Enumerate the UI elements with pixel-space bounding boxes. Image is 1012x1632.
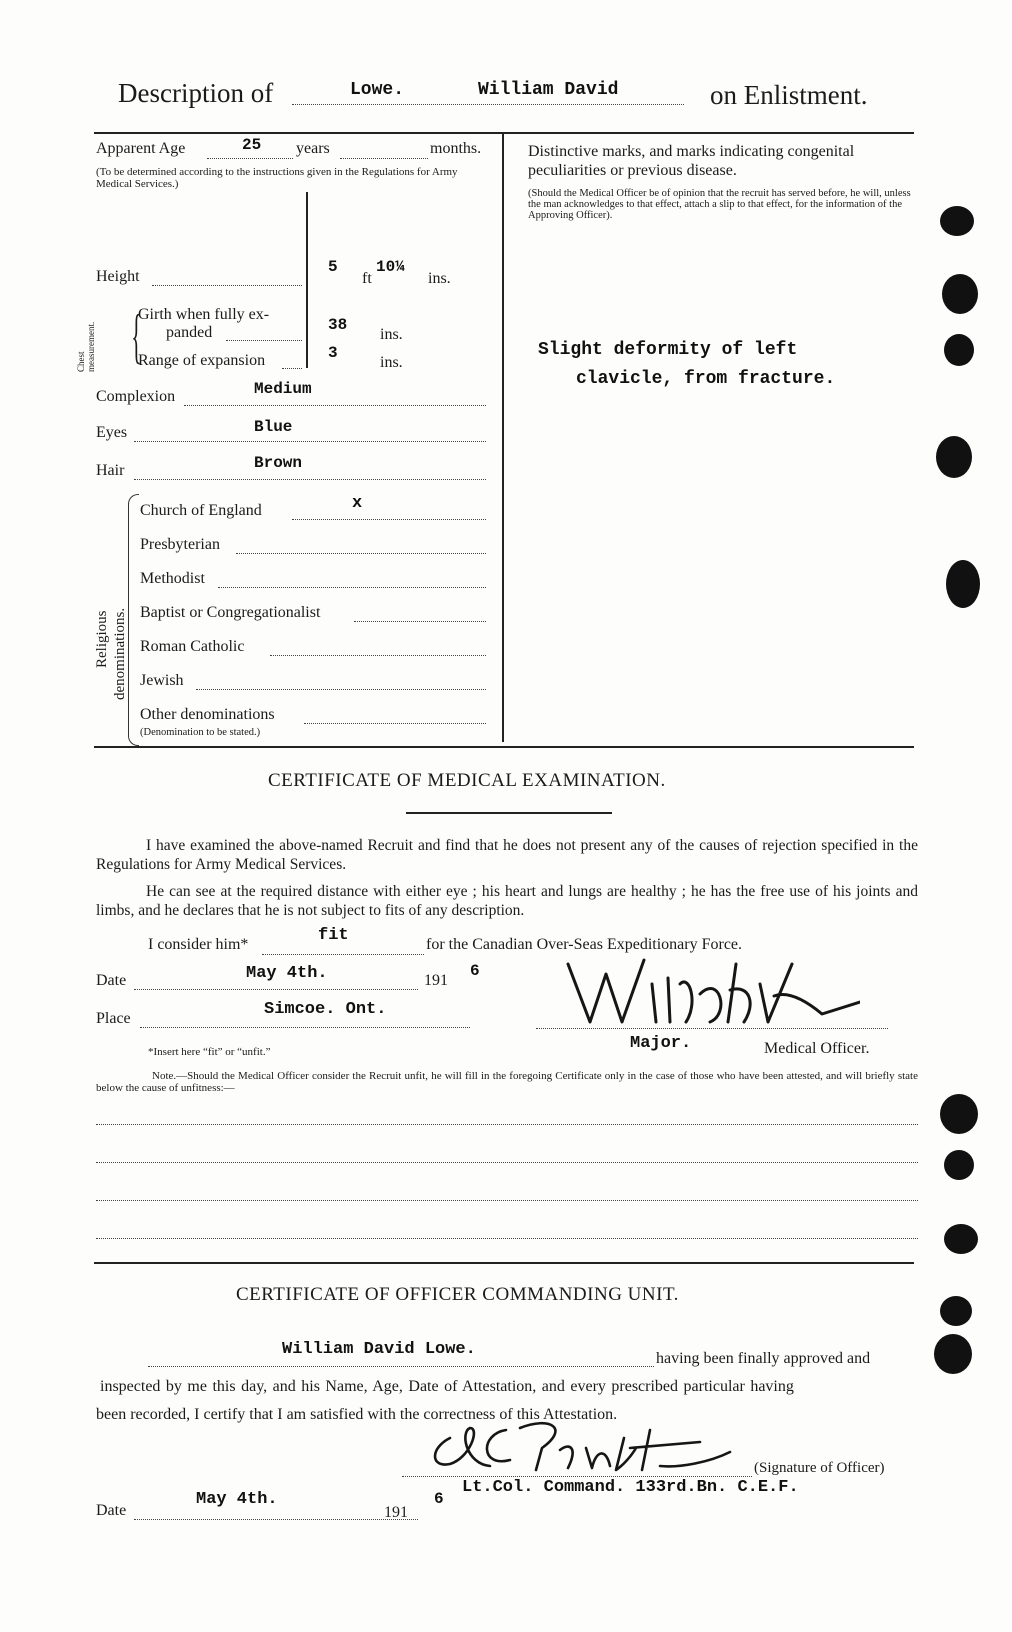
- height-in-value: 10¼: [376, 258, 405, 276]
- height-ft-value: 5: [328, 258, 338, 276]
- years-label: years: [296, 140, 330, 157]
- header-surname: Lowe.: [350, 80, 405, 100]
- medical-date-line: [134, 989, 418, 990]
- age-years-line: [207, 158, 293, 159]
- religion-item-label: Methodist: [140, 570, 205, 587]
- ft-label: ft: [362, 270, 372, 287]
- religion-line-4: [270, 655, 486, 656]
- religion-item-label: Presbyterian: [140, 536, 220, 553]
- commanding-name-line: [148, 1366, 654, 1367]
- medical-officer-signature: [560, 944, 860, 1034]
- binding-hole: [940, 1296, 972, 1326]
- complexion-value: Medium: [254, 380, 312, 398]
- range-ins-label: ins.: [380, 354, 403, 371]
- age-months-line: [340, 158, 428, 159]
- medical-rank-value: Major.: [630, 1034, 692, 1053]
- binding-hole: [942, 274, 978, 314]
- consider-label: I consider him*: [148, 936, 249, 953]
- months-label: months.: [430, 140, 482, 157]
- religion-item-label: Roman Catholic: [140, 638, 245, 655]
- apparent-age-label: Apparent Age: [96, 140, 186, 157]
- medical-date-label: Date: [96, 972, 127, 989]
- commanding-date-label: Date: [96, 1502, 127, 1519]
- force-label: for the Canadian Over-Seas Expeditionary Force.: [426, 936, 743, 953]
- medical-note: Note.—Should the Medical Officer consider the Recruit unfit, he will fill in the foregoing Certificate only in the case of those who have been attested, and will briefly state below the cause of unfitness:—: [96, 1070, 918, 1094]
- range-value: 3: [328, 344, 338, 362]
- binding-hole: [940, 206, 974, 236]
- marks-note: (Should the Medical Officer be of opinion that the recruit has served before, he will, unless the man acknowledges to that effect, attach a slip to that effect, for the information of the Approving Officer).: [528, 188, 911, 221]
- religion-line-0: [292, 519, 486, 520]
- commanding-officer-title: Lt.Col. Command. 133rd.Bn. C.E.F.: [462, 1478, 799, 1497]
- commanding-approved-text: having been finally approved and: [656, 1350, 871, 1367]
- marks-line-1: Slight deformity of left: [538, 340, 798, 360]
- girth-line: [226, 340, 302, 341]
- height-label: Height: [96, 268, 140, 285]
- hair-value: Brown: [254, 454, 303, 472]
- medical-year-prefix: 191: [424, 972, 448, 989]
- girth-ins-label: ins.: [380, 326, 403, 343]
- religion-line-2: [218, 587, 486, 588]
- religion-bracket: [128, 494, 139, 746]
- religion-item-label: Other denominations: [140, 706, 275, 723]
- header-description-of: Description of: [118, 78, 274, 108]
- religion-side-label-2: denominations.: [112, 607, 128, 700]
- eyes-value: Blue: [254, 418, 293, 436]
- binding-hole: [944, 1150, 974, 1180]
- height-line: [152, 285, 302, 286]
- consider-value: fit: [318, 926, 349, 945]
- medical-officer-label: Medical Officer.: [764, 1040, 870, 1057]
- binding-hole: [944, 334, 974, 366]
- medical-year-digit: 6: [470, 962, 480, 980]
- header-name-line: [292, 104, 684, 105]
- eyes-label: Eyes: [96, 424, 128, 441]
- apparent-age-value: 25: [242, 136, 262, 154]
- complexion-line: [184, 405, 486, 406]
- religion-item-mark: x: [352, 494, 363, 513]
- unfit-line-2: [96, 1162, 918, 1163]
- commanding-name-value: William David Lowe.: [282, 1340, 476, 1359]
- range-line: [282, 368, 302, 369]
- medical-title-rule: [406, 812, 612, 814]
- commanding-signature-line: [402, 1476, 752, 1477]
- religion-line-5: [196, 689, 486, 690]
- insert-note: *Insert here “fit” or “unfit.”: [148, 1046, 271, 1058]
- header-rule: [94, 132, 914, 134]
- eyes-line: [134, 441, 486, 442]
- religion-side-label-1: Religious: [94, 610, 110, 668]
- religion-line-3: [354, 621, 486, 622]
- hair-label: Hair: [96, 462, 125, 479]
- religion-item-label: Church of England: [140, 502, 262, 519]
- ins-label: ins.: [428, 270, 451, 287]
- place-value: Simcoe. Ont.: [264, 1000, 387, 1019]
- place-label: Place: [96, 1010, 131, 1027]
- religion-item-label: Jewish: [140, 672, 184, 689]
- column-divider: [502, 134, 504, 742]
- header-on-enlistment: on Enlistment.: [710, 80, 868, 110]
- medical-para-1: I have examined the above-named Recruit and find that he does not present any of the causes of rejection specified in the Regulations for Army Medical Services.: [96, 837, 918, 873]
- height-divider: [306, 192, 308, 368]
- place-line: [140, 1027, 470, 1028]
- girth-label-2: panded: [166, 324, 213, 341]
- commanding-title: CERTIFICATE OF OFFICER COMMANDING UNIT.: [236, 1284, 679, 1305]
- girth-label-1: Girth when fully ex-: [138, 306, 270, 323]
- section-rule-1: [94, 746, 914, 748]
- commanding-year-prefix: 191: [384, 1504, 408, 1521]
- religion-line-6: [304, 723, 486, 724]
- commanding-para-line-2: been recorded, I certify that I am satisfied with the correctness of this Attestation.: [96, 1406, 618, 1423]
- girth-value: 38: [328, 316, 348, 334]
- commanding-year-digit: 6: [434, 1490, 444, 1508]
- consider-line: [262, 954, 424, 955]
- commanding-date-line: [134, 1519, 418, 1520]
- binding-hole: [946, 560, 980, 608]
- section-rule-2: [94, 1262, 914, 1264]
- chest-bracket: {: [131, 303, 142, 369]
- unfit-line-4: [96, 1238, 918, 1239]
- marks-line-2: clavicle, from fracture.: [576, 369, 836, 389]
- commanding-date-value: May 4th.: [196, 1490, 278, 1509]
- complexion-label: Complexion: [96, 388, 176, 405]
- binding-hole: [940, 1094, 978, 1134]
- header-given-names: William David: [478, 80, 619, 100]
- medical-title: CERTIFICATE OF MEDICAL EXAMINATION.: [268, 770, 666, 791]
- medical-signature-line: [536, 1028, 888, 1029]
- commanding-para-line-1: inspected by me this day, and his Name, Age, Date of Attestation, and every prescribed particular having: [100, 1378, 794, 1395]
- religion-other-note: (Denomination to be stated.): [140, 727, 261, 738]
- unfit-line-3: [96, 1200, 918, 1201]
- range-label: Range of expansion: [138, 352, 266, 369]
- signature-of-officer-label: (Signature of Officer): [754, 1460, 885, 1476]
- religion-item-label: Baptist or Congregationalist: [140, 604, 321, 621]
- commanding-officer-signature: [410, 1408, 740, 1478]
- hair-line: [134, 479, 486, 480]
- age-note: (To be determined according to the instructions given in the Regulations for Army Medical Services.): [96, 166, 458, 190]
- binding-hole: [934, 1334, 972, 1374]
- unfit-line-1: [96, 1124, 918, 1125]
- chest-label: Chest measurement.: [76, 321, 96, 372]
- marks-heading: Distinctive marks, and marks indicating congenital peculiarities or previous disease.: [528, 143, 855, 179]
- binding-hole: [936, 436, 972, 478]
- religion-line-1: [236, 553, 486, 554]
- medical-para-2: He can see at the required distance with either eye ; his heart and lungs are healthy ; he has the free use of his joints and limbs, and he declares that he is not subject to fits of any description.: [96, 883, 918, 919]
- medical-date-value: May 4th.: [246, 964, 328, 983]
- binding-hole: [944, 1224, 978, 1254]
